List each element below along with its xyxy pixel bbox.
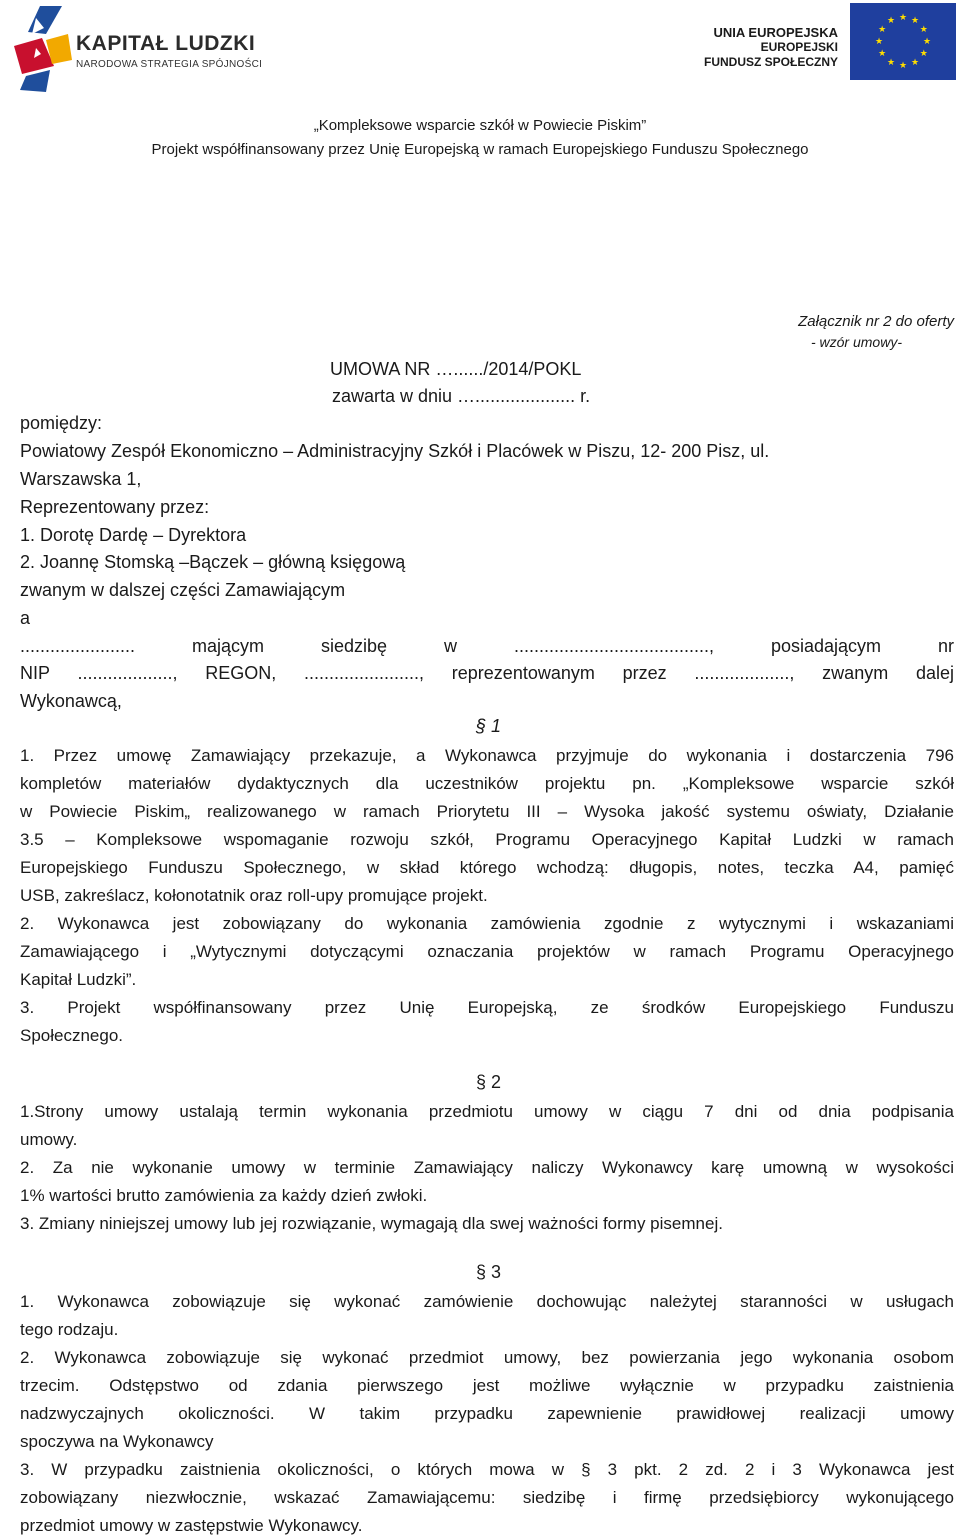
- section-1-line: 1. Przez umowę Zamawiający przekazuje, a Wykonawca przyjmuje do wykonania i dostarczenia 796: [20, 746, 954, 765]
- representative-2: 2. Joannę Stomską –Bączek – główną księgową: [20, 552, 406, 572]
- entity-line-2: Warszawska 1,: [20, 469, 142, 489]
- section-1-body: [20, 742, 954, 1050]
- contract-date: zawarta w dniu ….................... r.: [332, 386, 591, 406]
- section-1-line: w Powiecie Piskim„ realizowanego w ramach Priorytetu III – Wysoka jakość systemu oświaty, Działanie: [20, 802, 954, 821]
- section-3-line: przedmiot umowy w zastępstwie Wykonawcy.: [20, 1516, 363, 1535]
- section-2-line: 2. Za nie wykonanie umowy w terminie Zamawiający naliczy Wykonawcy karę umowną w wysokości: [20, 1158, 954, 1177]
- section-2-line: 1% wartości brutto zamówienia za każdy dzień zwłoki.: [20, 1186, 428, 1205]
- and-label: a: [20, 608, 31, 628]
- eu-star-icon: ★: [919, 48, 928, 58]
- entity-line-1: Powiatowy Zespół Ekonomiczno – Administracyjny Szkół i Placówek w Piszu, 12- 200 Pisz, ul.: [20, 441, 770, 461]
- eu-star-icon: ★: [898, 60, 908, 70]
- annex-subtitle: - wzór umowy-: [810, 334, 902, 350]
- section-3-body: [20, 1288, 954, 1540]
- section-3-line: tego rodzaju.: [20, 1320, 119, 1339]
- section-1-line: Kapitał Ludzki”.: [20, 970, 137, 989]
- eu-flag-icon: [850, 3, 956, 80]
- contractor-line-2-text: NIP ..................., REGON, ......................., reprezentowanym przez ..................., zwanym dalej: [20, 663, 954, 683]
- section-3-line: zobowiązany niezwłocznie, wskazać Zamawiającemu: siedzibę i firmę przedsiębiorcy wykonującego: [20, 1488, 954, 1507]
- logo-subtitle: NARODOWA STRATEGIA SPÓJNOŚCI: [76, 59, 263, 70]
- eu-star-icon: ★: [878, 48, 887, 58]
- eu-line-1: UNIA EUROPEJSKA: [713, 25, 838, 40]
- section-3-line: spoczywa na Wykonawcy: [20, 1432, 214, 1451]
- section-2-line: 1.Strony umowy ustalają termin wykonania przedmiotu umowy w ciągu 7 dni od dnia podpisania: [20, 1102, 954, 1121]
- section-3-line: 2. Wykonawca zobowiązuje się wykonać przedmiot umowy, bez powierzania jego wykonania osobom: [20, 1348, 954, 1367]
- section-1-line: Społecznego.: [20, 1026, 124, 1045]
- eu-line-2: EUROPEJSKI: [760, 40, 838, 54]
- section-2-body: [20, 1098, 954, 1238]
- eu-star-icon: ★: [910, 15, 920, 26]
- eu-star-icon: ★: [878, 24, 887, 34]
- eu-star-icon: ★: [886, 56, 896, 67]
- section-3-line: trzecim. Odstępstwo od zdania pierwszego jest możliwe wyłącznie w przypadku zaistnienia: [20, 1376, 954, 1395]
- parties-between: pomiędzy:: [20, 413, 103, 433]
- contract-title: UMOWA NR …....../2014/POKL: [330, 359, 582, 379]
- contractor-line-3: Wykonawcą,: [20, 691, 122, 711]
- section-2-line: umowy.: [20, 1130, 78, 1149]
- annex-title: Załącznik nr 2 do oferty: [798, 313, 954, 330]
- project-title: „Kompleksowe wsparcie szkół w Powiecie Piskim”: [313, 117, 647, 134]
- eu-fund-label: [704, 25, 838, 70]
- represented-label: Reprezentowany przez:: [20, 497, 210, 517]
- section-1-line: 3.5 – Kompleksowe wspomaganie rozwoju szkół, Programu Operacyjnego Kapitał Ludzki w ramach: [20, 830, 954, 849]
- page-header: [0, 0, 960, 100]
- contract-heading: [330, 356, 590, 410]
- section-2-line: 3. Zmiany niniejszej umowy lub jej rozwiązanie, wymagają dla swej ważności formy pisemnej.: [20, 1214, 723, 1233]
- representative-1: 1. Dorotę Dardę – Dyrektora: [20, 525, 247, 545]
- section-1-line: Zamawiającego i „Wytycznymi dotyczącymi oznaczania projektów w ramach Programu Operacyjnego: [20, 942, 954, 961]
- annex-label: [798, 312, 954, 352]
- section-1-line: USB, zakreślacz, kołonotatnik oraz roll-upy promujące projekt.: [20, 886, 488, 905]
- contractor-line-1-text: ....................... mającym siedzibę w ......................................., posiadającym nr: [20, 636, 954, 656]
- section-3-heading: § 3: [476, 1262, 502, 1282]
- logo-title: KAPITAŁ LUDZKI: [76, 32, 256, 55]
- eu-star-icon: ★: [910, 56, 920, 67]
- section-3-line: nadzwyczajnych okoliczności. W takim przypadku zapewnienie prawidłowej realizacji umowy: [20, 1404, 954, 1423]
- section-1-line: Europejskiego Funduszu Społecznego, w skład którego wchodzą: długopis, notes, teczka A4, pamięć: [20, 858, 954, 877]
- eu-star-icon: ★: [886, 15, 896, 26]
- eu-star-icon: ★: [922, 36, 932, 46]
- ordering-party-note: zwanym w dalszej części Zamawiającym: [20, 580, 346, 600]
- eu-line-3: FUNDUSZ SPOŁECZNY: [703, 55, 838, 69]
- section-1-heading: § 1: [476, 716, 502, 736]
- eu-star-icon: ★: [919, 24, 928, 34]
- section-3-line: 1. Wykonawca zobowiązuje się wykonać zamówienie dochowując należytej staranności w usługach: [20, 1292, 954, 1311]
- section-1-line: kompletów materiałów dydaktycznych dla uczestników projektu pn. „Kompleksowe wsparcie szkół: [20, 774, 954, 793]
- section-2-heading: § 2: [476, 1072, 502, 1092]
- eu-star-icon: ★: [874, 36, 884, 46]
- section-1-line: 3. Projekt współfinansowany przez Unię Europejską, ze środków Europejskiego Funduszu: [20, 998, 954, 1017]
- contractor-line-1: [20, 636, 954, 657]
- eu-star-icon: ★: [898, 12, 908, 22]
- section-1-line: 2. Wykonawca jest zobowiązany do wykonania zamówienia zgodnie z wytycznymi i wskazaniami: [20, 914, 954, 933]
- contractor-line-2: [20, 663, 954, 684]
- project-subtitle: Projekt współfinansowany przez Unię Europejską w ramach Europejskiego Funduszu Społecznego: [151, 141, 809, 158]
- section-3-line: 3. W przypadku zaistnienia okoliczności, o których mowa w § 3 pkt. 2 zd. 2 i 3 Wykonawca jest: [20, 1460, 954, 1479]
